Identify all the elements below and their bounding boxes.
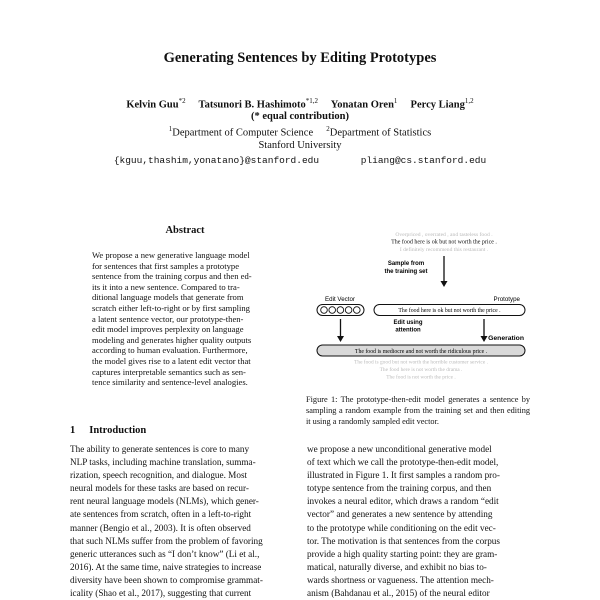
body-line: provide a high quality starting point: they are gram- bbox=[307, 548, 498, 559]
corpus-sentence: Overpriced , overrated , and tasteless food . bbox=[395, 232, 493, 238]
corpus-sentence-selected: The food here is ok but not worth the price . bbox=[391, 239, 497, 246]
abstract-body bbox=[92, 250, 278, 388]
sample-arrow-head bbox=[441, 281, 448, 287]
abstract-heading: Abstract bbox=[165, 225, 205, 236]
abstract-line: We propose a new generative language model bbox=[92, 250, 250, 260]
figure-1-diagram bbox=[306, 225, 536, 397]
edit-using-label: attention bbox=[395, 327, 421, 334]
abstract-line: a latent sentence vector, our prototype-then- bbox=[92, 313, 244, 324]
body-line: The ability to generate sentences is core to many bbox=[70, 444, 250, 454]
edit-vector-cell bbox=[329, 307, 336, 314]
alternative-generation: The food is good but not worth the horrible customer service . bbox=[354, 359, 488, 366]
body-line: rization, speech recognition, and dialogue. Most bbox=[70, 470, 248, 481]
abstract-line: modeling and generates higher quality outputs bbox=[92, 334, 252, 345]
author-name: Percy Liang bbox=[410, 99, 465, 111]
section-title: Introduction bbox=[89, 425, 147, 436]
body-line: invokes a neural editor, which draws a random “edit bbox=[307, 496, 499, 507]
paper-title: Generating Sentences by Editing Prototypes bbox=[163, 50, 437, 66]
body-line: to the prototype while conditioning on the edit vec- bbox=[307, 522, 496, 533]
edit-arrow-left-head bbox=[337, 336, 344, 342]
email-liang: pliang@cs.stanford.edu bbox=[360, 155, 487, 166]
sample-label: the training set bbox=[384, 269, 428, 275]
abstract-line: captures interpretable semantics such as sen- bbox=[92, 366, 246, 377]
affil-sup: 2 bbox=[326, 125, 330, 133]
author-name: Kelvin Guu bbox=[126, 99, 179, 111]
body-line: NLP tasks, including machine translation, summa- bbox=[70, 457, 256, 468]
body-line: neural models for these tasks are based on recur- bbox=[70, 483, 249, 494]
figure-caption: Figure 1: The prototype-then-edit model generates a sentence by sampling a random example from the training set and then editing it using a randomly sampled edit vector. bbox=[306, 395, 530, 426]
body-line: that such NLMs suffer from the problem of favoring bbox=[70, 535, 263, 546]
affiliations bbox=[0, 125, 600, 139]
alternative-generation: The food is not worth the price . bbox=[386, 374, 456, 381]
email-group: {kguu,thashim,yonatano}@stanford.edu bbox=[113, 155, 320, 166]
body-column-right bbox=[307, 443, 533, 600]
author-list bbox=[0, 97, 600, 111]
email-list bbox=[0, 155, 600, 166]
author-sup: *2 bbox=[178, 97, 186, 105]
university: Stanford University bbox=[258, 140, 342, 151]
corpus-sentence: I definitely recommend this restaurant . bbox=[399, 247, 489, 253]
body-line: ate sentences from scratch, often in a left-to-right bbox=[70, 509, 252, 520]
abstract-line: its it into a new sentence. Compared to tra- bbox=[92, 281, 240, 292]
abstract-line: scratch either left-to-right or by first sampling bbox=[92, 302, 250, 313]
affil-dept-1: Department of Computer Science bbox=[172, 127, 314, 139]
edit-vector-cell bbox=[321, 307, 328, 314]
body-line: we propose a new unconditional generative model bbox=[307, 444, 492, 454]
sample-label: Sample from bbox=[387, 261, 425, 267]
body-line: rent neural language models (NLMs), which gener- bbox=[70, 496, 259, 507]
body-line: illustrated in Figure 1. It first samples a random pro- bbox=[307, 470, 500, 481]
author-sup: 1,2 bbox=[464, 97, 474, 105]
generated-text: The food is mediocre and not worth the ridiculous price . bbox=[354, 348, 488, 355]
affil-sup: 1 bbox=[168, 125, 173, 133]
equal-contribution-note: (* equal contribution) bbox=[250, 111, 349, 122]
body-line: of text which we call the prototype-then-edit model, bbox=[307, 457, 499, 468]
body-line: wards shortness or vagueness. The attention mech- bbox=[307, 574, 494, 585]
alternative-generation: The food here is not worth the drama . bbox=[379, 367, 463, 373]
abstract-line: the model gives rise to a latent edit vector that bbox=[92, 355, 251, 366]
author-sup: 1 bbox=[393, 97, 398, 105]
edit-vector-cell bbox=[354, 307, 361, 314]
body-line: anism (Bahdanau et al., 2015) of the neural editor bbox=[307, 588, 490, 599]
edit-vector-label: Edit Vector bbox=[325, 296, 355, 303]
generation-label: Generation bbox=[488, 335, 524, 342]
author-name: Yonatan Oren bbox=[330, 99, 394, 111]
body-column-left bbox=[70, 443, 297, 600]
edit-vector-cell bbox=[337, 307, 344, 314]
edit-vector-cell bbox=[345, 307, 352, 314]
body-line: matical, naturally diverse, and exhibit no bias to- bbox=[307, 561, 487, 572]
body-line: 2016). At the same time, naive strategies to increase bbox=[70, 561, 262, 572]
edit-using-label: Edit using bbox=[393, 320, 423, 326]
body-line: icality (Shao et al., 2017), suggesting that current bbox=[70, 588, 252, 599]
prototype-label: Prototype bbox=[493, 296, 520, 303]
affil-dept-2: Department of Statistics bbox=[329, 127, 432, 139]
abstract-line: according to human evaluation. Furthermore, bbox=[92, 345, 248, 356]
section-number: 1 bbox=[70, 425, 76, 436]
author-name: Tatsunori B. Hashimoto bbox=[198, 99, 306, 111]
author-sup: *1,2 bbox=[305, 97, 319, 105]
edit-arrow-right-head bbox=[481, 336, 488, 342]
body-line: totype sentence from the training corpus, and then bbox=[307, 483, 492, 494]
section-heading bbox=[70, 425, 146, 436]
body-line: vector” and generates a new sentence by attending bbox=[307, 509, 493, 520]
abstract-line: for sentences that first samples a prototype bbox=[92, 260, 240, 271]
abstract-line: ditional language models that generate from bbox=[92, 292, 244, 303]
prototype-text: The food here is ok but not worth the price . bbox=[398, 308, 501, 315]
body-line: diversity have been shown to compromise grammat- bbox=[70, 574, 263, 585]
body-line: generic utterances such as “I don’t know” (Li et al., bbox=[70, 548, 260, 559]
body-line: manner (Bengio et al., 2003). It is often observed bbox=[70, 522, 251, 533]
abstract-line: tence similarity and sentence-level analogies. bbox=[92, 377, 248, 388]
abstract-line: sentence from the training corpus and then ed- bbox=[92, 271, 252, 282]
body-line: tor. The motivation is that sentences from the corpus bbox=[307, 535, 500, 546]
abstract-line: edit model improves perplexity on language bbox=[92, 324, 244, 335]
